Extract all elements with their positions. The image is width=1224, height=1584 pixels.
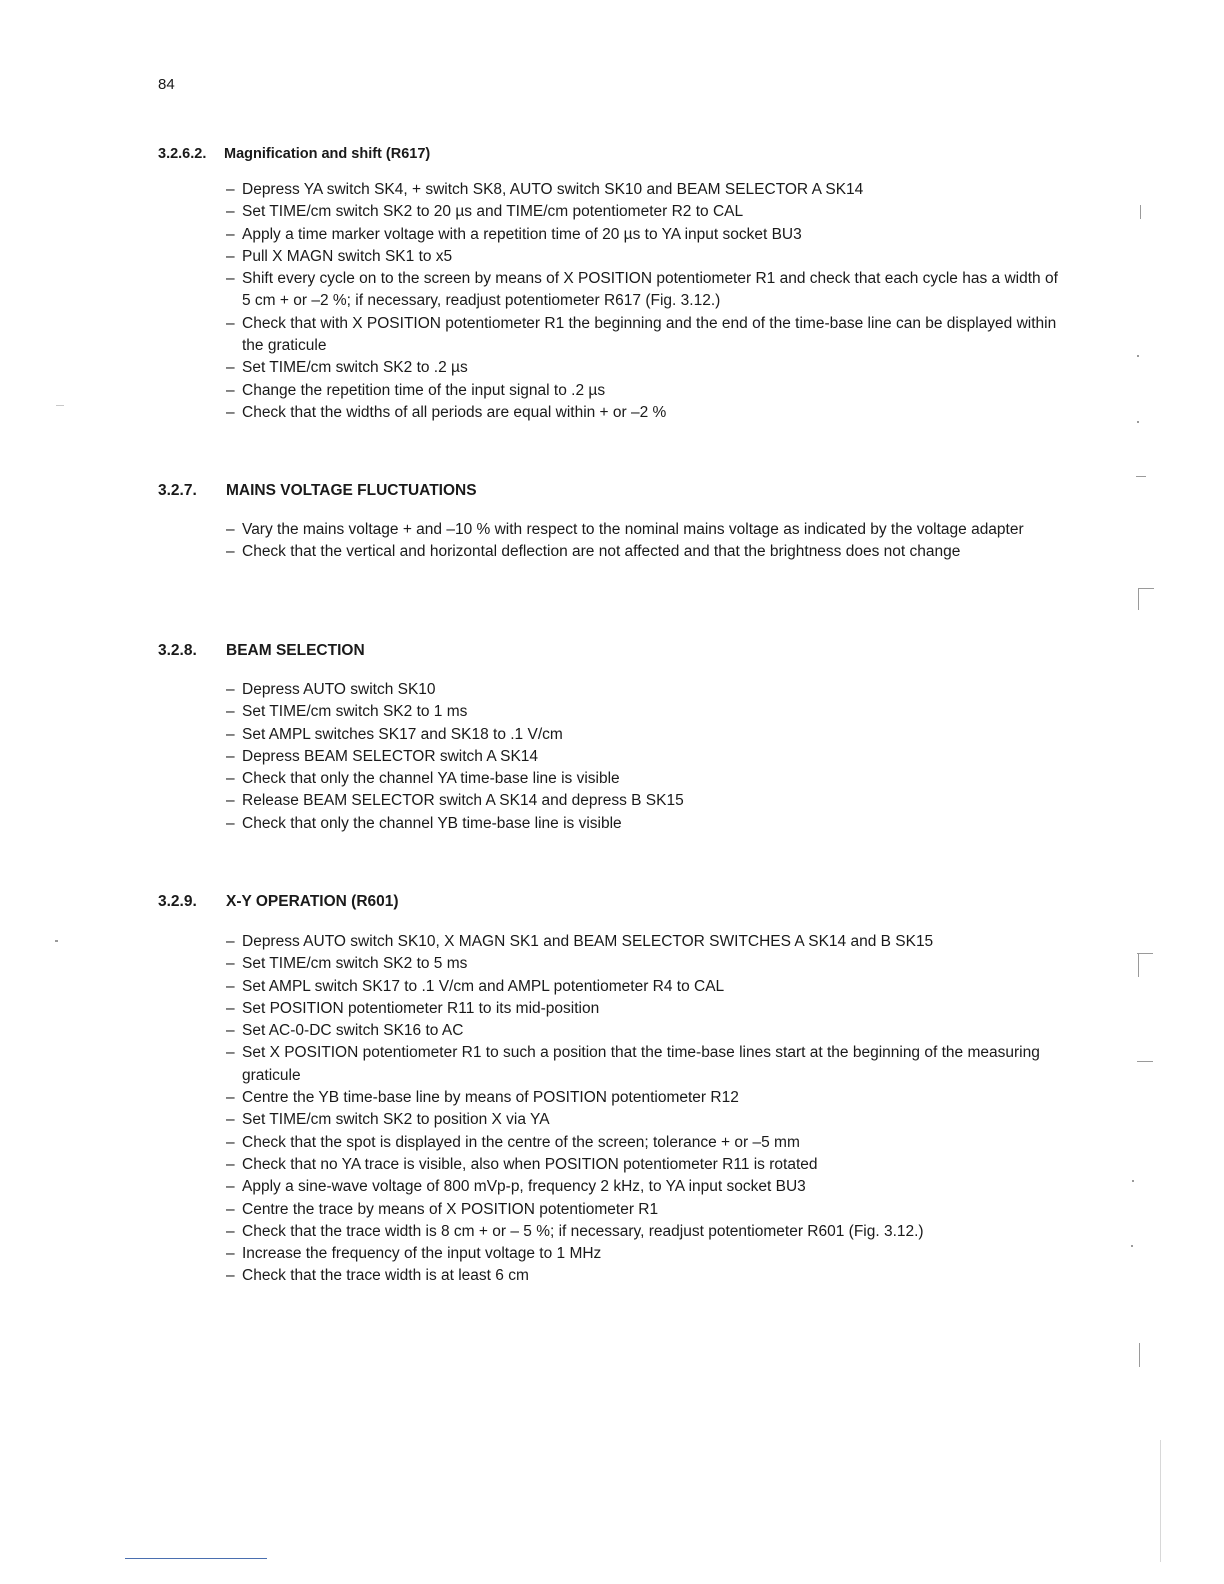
section-xy-operation — [158, 893, 1058, 1288]
step-list — [226, 679, 1066, 835]
step-item — [226, 931, 1066, 953]
step-text: Check that only the channel YB time-base line is visible — [242, 814, 622, 832]
step-item — [226, 224, 1066, 246]
footnote-rule — [125, 1558, 267, 1559]
step-item — [226, 246, 1066, 268]
step-text: Centre the trace by means of X POSITION potentiometer R1 — [242, 1200, 659, 1218]
step-text: Apply a sine-wave voltage of 800 mVp-p, frequency 2 kHz, to YA input socket BU3 — [242, 1178, 806, 1196]
section-number: 3.2.8. — [158, 642, 197, 659]
section-number: 3.2.6.2. — [158, 146, 207, 162]
section-heading — [158, 642, 1058, 660]
step-text: Set TIME/cm switch SK2 to 5 ms — [242, 955, 468, 973]
bullet-dash: – — [226, 181, 235, 198]
bullet-dash: – — [226, 1022, 235, 1040]
section-title: MAINS VOLTAGE FLUCTUATIONS — [226, 482, 477, 499]
section-mains-voltage — [158, 482, 1058, 564]
bullet-dash: – — [226, 933, 235, 950]
step-text: Set TIME/cm switch SK2 to .2 µs — [242, 359, 468, 377]
step-text: Depress YA switch SK4, + switch SK8, AUTO switch SK10 and BEAM SELECTOR A SK14 — [242, 181, 864, 198]
step-item — [226, 1087, 1066, 1109]
bullet-dash: – — [226, 359, 235, 377]
bullet-dash: – — [226, 270, 235, 288]
scan-mark — [1137, 355, 1139, 357]
bullet-dash: – — [226, 543, 235, 561]
step-text: Set POSITION potentiometer R11 to its mid-position — [242, 999, 600, 1017]
step-item — [226, 1109, 1066, 1131]
scan-mark — [1136, 476, 1146, 477]
step-item — [226, 1154, 1066, 1176]
page-number: 84 — [158, 76, 175, 93]
bullet-dash: – — [226, 1178, 235, 1196]
scan-mark — [1137, 953, 1153, 954]
bullet-dash: – — [226, 747, 235, 765]
scan-mark — [56, 405, 64, 406]
bullet-dash: – — [226, 955, 235, 973]
step-item — [226, 380, 1066, 402]
bullet-dash: – — [226, 1245, 235, 1263]
bullet-dash: – — [226, 770, 235, 788]
bullet-dash: – — [226, 681, 235, 698]
bullet-dash: – — [226, 999, 235, 1017]
step-item — [226, 179, 1066, 201]
section-title: Magnification and shift (R617) — [224, 146, 431, 162]
step-text: Change the repetition time of the input signal to .2 µs — [242, 381, 606, 399]
scan-mark — [1137, 1061, 1153, 1062]
step-item — [226, 998, 1066, 1020]
step-item — [226, 1020, 1066, 1042]
section-number: 3.2.9. — [158, 893, 197, 910]
step-text: Vary the mains voltage + and –10 % with respect to the nominal mains voltage as indicated by the voltage adapter — [242, 521, 1024, 538]
bullet-dash: – — [226, 203, 235, 221]
bullet-dash: – — [226, 403, 235, 421]
step-item — [226, 768, 1066, 790]
step-item — [226, 1221, 1066, 1243]
scan-mark — [1132, 1180, 1134, 1182]
section-heading — [158, 146, 1058, 162]
step-text: Depress BEAM SELECTOR switch A SK14 — [242, 747, 539, 765]
bullet-dash: – — [226, 1111, 235, 1129]
step-text: Set X POSITION potentiometer R1 to such a position that the time-base lines start at the beginning of the measuring graticule — [242, 1044, 1040, 1084]
step-item — [226, 1132, 1066, 1154]
scan-mark — [1160, 1440, 1161, 1562]
step-text: Set TIME/cm switch SK2 to 1 ms — [242, 703, 468, 721]
step-item — [226, 541, 1066, 563]
section-magnification-shift — [158, 146, 1058, 424]
section-number: 3.2.7. — [158, 482, 197, 499]
bullet-dash: – — [226, 977, 235, 995]
step-list — [226, 519, 1066, 564]
bullet-dash: – — [226, 703, 235, 721]
bullet-dash: – — [226, 814, 235, 832]
step-item — [226, 953, 1066, 975]
step-item — [226, 976, 1066, 998]
section-heading — [158, 893, 1058, 911]
step-text: Check that the trace width is 8 cm + or – 5 %; if necessary, readjust potentiometer R601 (Fig. 3.12.) — [242, 1222, 924, 1240]
scan-mark — [1138, 588, 1139, 610]
bullet-dash: – — [226, 521, 235, 538]
step-text: Depress AUTO switch SK10 — [242, 681, 436, 698]
scan-mark — [1138, 953, 1139, 977]
step-text: Set TIME/cm switch SK2 to 20 µs and TIME/cm potentiometer R2 to CAL — [242, 203, 744, 221]
step-item — [226, 357, 1066, 379]
section-title: X-Y OPERATION (R601) — [226, 893, 399, 910]
step-text: Check that the widths of all periods are equal within + or –2 % — [242, 403, 667, 421]
section-title: BEAM SELECTION — [226, 642, 365, 659]
step-item — [226, 1265, 1066, 1287]
bullet-dash: – — [226, 1044, 235, 1062]
step-list — [226, 931, 1066, 1288]
step-text: Pull X MAGN switch SK1 to x5 — [242, 247, 453, 265]
scan-mark — [55, 940, 58, 942]
bullet-dash: – — [226, 1133, 235, 1151]
step-item — [226, 746, 1066, 768]
step-text: Check that the trace width is at least 6 cm — [242, 1267, 529, 1285]
step-text: Check that only the channel YA time-base line is visible — [242, 770, 620, 788]
scan-mark — [1138, 588, 1154, 589]
step-item — [226, 813, 1066, 835]
bullet-dash: – — [226, 1089, 235, 1107]
step-text: Set AMPL switch SK17 to .1 V/cm and AMPL potentiometer R4 to CAL — [242, 977, 725, 995]
step-text: Increase the frequency of the input voltage to 1 MHz — [242, 1245, 602, 1263]
step-item — [226, 1199, 1066, 1221]
bullet-dash: – — [226, 247, 235, 265]
step-text: Check that the vertical and horizontal deflection are not affected and that the brightness does not change — [242, 543, 961, 561]
step-text: Check that no YA trace is visible, also when POSITION potentiometer R11 is rotated — [242, 1155, 818, 1173]
scan-mark — [1139, 1343, 1140, 1367]
bullet-dash: – — [226, 381, 235, 399]
step-item — [226, 679, 1066, 701]
step-text: Check that with X POSITION potentiometer R1 the beginning and the end of the time-base line can be displayed within the graticule — [242, 314, 1057, 355]
step-item — [226, 268, 1066, 313]
step-item — [226, 1176, 1066, 1198]
section-heading — [158, 482, 1058, 500]
step-item — [226, 313, 1066, 358]
scan-mark — [1137, 421, 1139, 423]
step-item — [226, 790, 1066, 812]
step-text: Set AC-0-DC switch SK16 to AC — [242, 1022, 464, 1040]
step-item — [226, 724, 1066, 746]
step-item — [226, 701, 1066, 723]
scan-mark — [1140, 205, 1141, 219]
bullet-dash: – — [226, 725, 235, 743]
bullet-dash: – — [226, 1267, 235, 1285]
step-text: Centre the YB time-base line by means of POSITION potentiometer R12 — [242, 1089, 739, 1107]
bullet-dash: – — [226, 792, 235, 810]
bullet-dash: – — [226, 225, 235, 243]
section-beam-selection — [158, 642, 1058, 835]
step-text: Release BEAM SELECTOR switch A SK14 and depress B SK15 — [242, 792, 684, 810]
step-item — [226, 519, 1066, 541]
scan-mark — [1131, 1245, 1133, 1247]
step-text: Check that the spot is displayed in the centre of the screen; tolerance + or –5 mm — [242, 1133, 800, 1151]
step-item — [226, 201, 1066, 223]
step-text: Set TIME/cm switch SK2 to position X via YA — [242, 1111, 550, 1129]
step-item — [226, 1042, 1066, 1087]
bullet-dash: – — [226, 1200, 235, 1218]
step-text: Set AMPL switches SK17 and SK18 to .1 V/cm — [242, 725, 563, 743]
step-list — [226, 179, 1066, 424]
bullet-dash: – — [226, 1155, 235, 1173]
step-text: Apply a time marker voltage with a repetition time of 20 µs to YA input socket BU3 — [242, 225, 802, 243]
step-item — [226, 402, 1066, 424]
step-item — [226, 1243, 1066, 1265]
step-text: Shift every cycle on to the screen by means of X POSITION potentiometer R1 and check that each cycle has a width of 5 cm + or –2 %; if necessary, readjust potentiometer R617 (Fig. 3.12.) — [242, 270, 1058, 310]
bullet-dash: – — [226, 314, 235, 332]
step-text: Depress AUTO switch SK10, X MAGN SK1 and BEAM SELECTOR SWITCHES A SK14 and B SK15 — [242, 933, 934, 950]
bullet-dash: – — [226, 1222, 235, 1240]
